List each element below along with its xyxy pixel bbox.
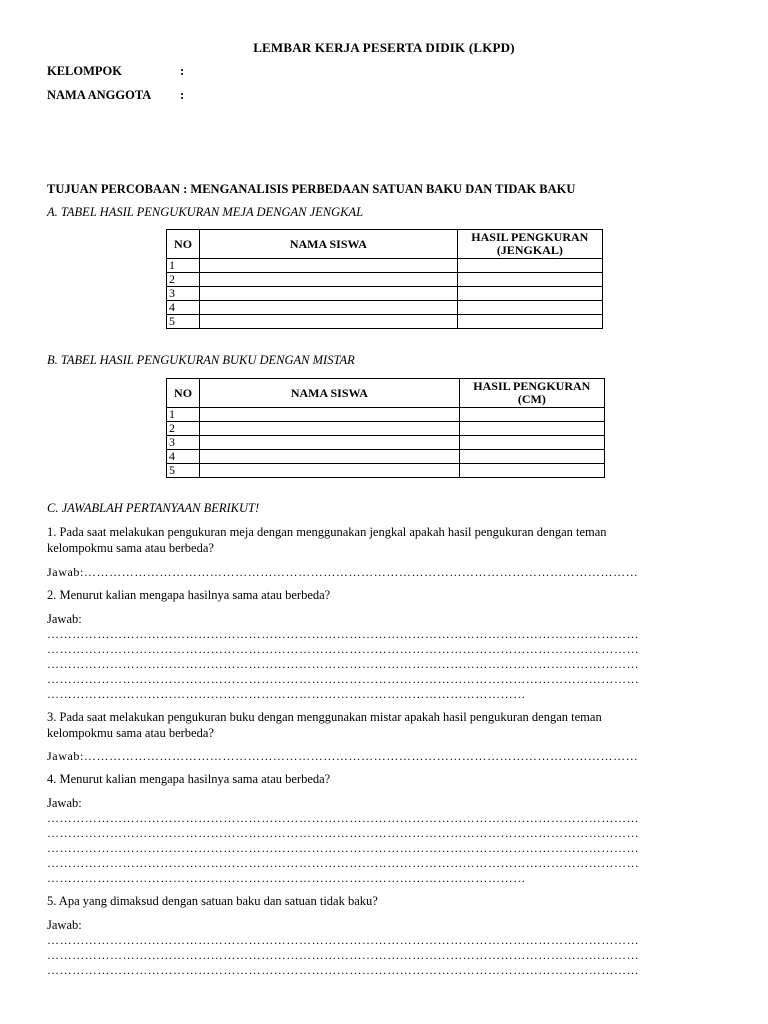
section-a-heading: A. TABEL HASIL PENGUKURAN MEJA DENGAN JENGKAL [47,205,364,219]
answer-4-line[interactable]: …………………………………………………………………………………………………………………………… [47,856,640,870]
answer-2-line[interactable]: …………………………………………………………………………………………………………………………… [47,657,640,671]
table-cell-nama[interactable] [200,436,460,450]
table-a-header-nama: NAMA SISWA [200,230,458,259]
table-cell-hasil[interactable] [459,408,604,422]
section-c-heading: C. JAWABLAH PERTANYAAN BERIKUT! [47,501,260,515]
table-cell-no: 4 [167,450,200,464]
answer-5-line[interactable]: …………………………………………………………………………………………………………………………… [47,933,640,947]
table-cell-nama[interactable] [200,273,458,287]
nama-anggota-colon: : [180,88,185,102]
table-cell-nama[interactable] [200,450,460,464]
table-row [167,464,605,478]
answer-5-line[interactable]: …………………………………………………………………………………………………………………………… [47,963,640,977]
table-row [167,259,603,273]
table-cell-hasil[interactable] [457,287,602,301]
table-row [167,422,605,436]
table-cell-hasil[interactable] [459,422,604,436]
table-cell-hasil[interactable] [459,436,604,450]
table-cell-no: 2 [167,273,200,287]
answer-4-line[interactable]: …………………………………………………………………………………………………………………………… [47,826,640,840]
table-cell-nama[interactable] [200,408,460,422]
table-cell-hasil[interactable] [457,273,602,287]
table-b-header-nama: NAMA SISWA [200,379,460,408]
table-b-header-hasil: HASIL PENGKURAN (CM) [459,379,604,408]
table-cell-no: 4 [167,301,200,315]
table-cell-hasil[interactable] [457,315,602,329]
table-cell-nama[interactable] [200,301,458,315]
answer-5-label: Jawab: [47,918,82,932]
answer-2-line[interactable]: …………………………………………………………………………………………………… [47,687,526,701]
section-b-heading: B. TABEL HASIL PENGUKURAN BUKU DENGAN MISTAR [47,353,355,367]
answer-3-line[interactable]: Jawab:…………………………………………………………………………………………………………………… [47,749,639,763]
answer-4-line[interactable]: …………………………………………………………………………………………………… [47,871,526,885]
table-cell-no: 5 [167,464,200,478]
page-title: LEMBAR KERJA PESERTA DIDIK (LKPD) [253,40,515,55]
answer-1-line[interactable]: Jawab:…………………………………………………………………………………………………………………… [47,565,639,579]
kelompok-colon: : [180,64,185,78]
question-3-line-2: kelompokmu sama atau berbeda? [47,726,214,740]
table-cell-no: 2 [167,422,200,436]
table-cell-nama[interactable] [200,422,460,436]
table-cell-no: 3 [167,287,200,301]
question-4: 4. Menurut kalian mengapa hasilnya sama atau berbeda? [47,772,331,786]
table-cell-hasil[interactable] [459,464,604,478]
answer-2-label: Jawab: [47,612,82,626]
tujuan-percobaan: TUJUAN PERCOBAAN : MENGANALISIS PERBEDAAN SATUAN BAKU DAN TIDAK BAKU [47,182,576,196]
table-row [167,301,603,315]
table-b-header-no: NO [167,379,200,408]
table-cell-nama[interactable] [200,287,458,301]
table-row [167,287,603,301]
answer-2-line[interactable]: …………………………………………………………………………………………………………………………… [47,627,640,641]
answer-5-line[interactable]: …………………………………………………………………………………………………………………………… [47,948,640,962]
kelompok-label: KELOMPOK [47,64,122,78]
table-a-header-no: NO [167,230,200,259]
question-3-line-1: 3. Pada saat melakukan pengukuran buku dengan menggunakan mistar apakah hasil pengukuran dengan teman [47,710,602,724]
table-cell-nama[interactable] [200,315,458,329]
nama-anggota-label: NAMA ANGGOTA [47,88,152,102]
answer-4-line[interactable]: …………………………………………………………………………………………………………………………… [47,811,640,825]
table-b-header-row [167,379,605,408]
table-cell-hasil[interactable] [457,301,602,315]
table-cell-nama[interactable] [200,464,460,478]
answer-2-line[interactable]: …………………………………………………………………………………………………………………………… [47,672,640,686]
table-cell-hasil[interactable] [459,450,604,464]
table-a [166,229,603,329]
question-1-line-1: 1. Pada saat melakukan pengukuran meja dengan menggunakan jengkal apakah hasil pengukuran dengan teman [47,525,607,539]
table-cell-hasil[interactable] [457,259,602,273]
table-b [166,378,605,478]
question-1-line-2: kelompokmu sama atau berbeda? [47,541,214,555]
table-cell-no: 3 [167,436,200,450]
table-row [167,450,605,464]
table-cell-no: 5 [167,315,200,329]
table-row [167,436,605,450]
table-cell-no: 1 [167,408,200,422]
table-a-header-row [167,230,603,259]
table-cell-nama[interactable] [200,259,458,273]
answer-4-line[interactable]: …………………………………………………………………………………………………………………………… [47,841,640,855]
answer-4-label: Jawab: [47,796,82,810]
table-row [167,315,603,329]
answer-2-line[interactable]: …………………………………………………………………………………………………………………………… [47,642,640,656]
question-2: 2. Menurut kalian mengapa hasilnya sama atau berbeda? [47,588,331,602]
table-row [167,408,605,422]
table-a-header-hasil: HASIL PENGKURAN (JENGKAL) [457,230,602,259]
table-cell-no: 1 [167,259,200,273]
table-row [167,273,603,287]
question-5: 5. Apa yang dimaksud dengan satuan baku dan satuan tidak baku? [47,894,378,908]
